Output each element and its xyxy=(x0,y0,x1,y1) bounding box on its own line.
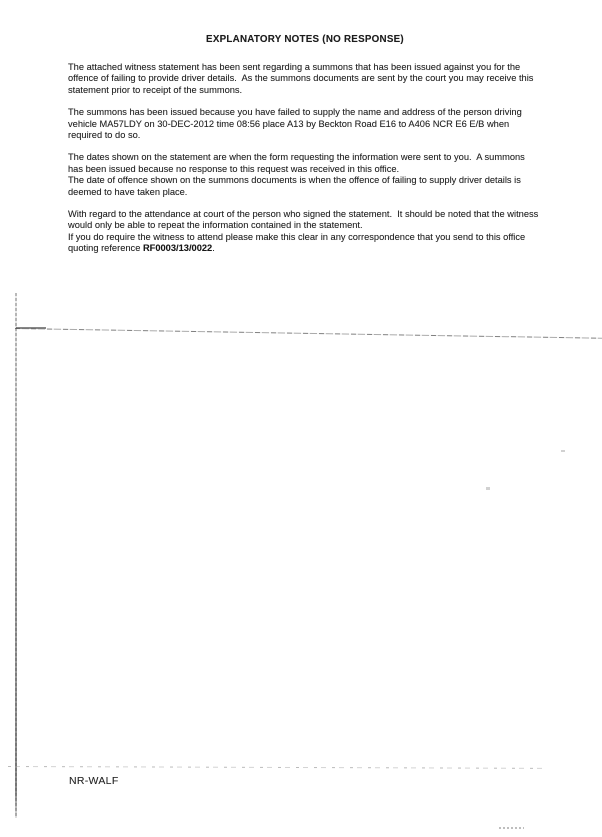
paragraph-statement-dates-line2: The date of offence shown on the summons documents is when the offence of failing to supply driver details is deemed to have taken place. xyxy=(68,175,524,197)
scan-corner-smudge-artifact xyxy=(499,827,524,829)
document-title: EXPLANATORY NOTES (NO RESPONSE) xyxy=(206,34,404,45)
paragraph-summons-reason: The summons has been issued because you have failed to supply the name and address of the person driving vehicle MA57LDY on 30-DEC-2012 time 08:56 place A13 by Beckton Road E16 to A406 NCR E6 E/B when required to do so. xyxy=(68,107,525,141)
scan-speck-artifact xyxy=(561,450,565,452)
paragraph-court-attendance-line2-period: . xyxy=(212,243,215,254)
paragraph-statement-dates xyxy=(68,152,542,198)
paragraph-witness-statement: The attached witness statement has been sent regarding a summons that has been issued against you for the offence of failing to provide driver details. As the summons documents are sent by the court you may receive this statement prior to receipt of the summons. xyxy=(68,62,537,95)
paragraph-statement-dates-line1: The dates shown on the statement are when the form requesting the information were sent to you. A summons has been issued because no response to this request was received in this office. xyxy=(68,152,528,174)
scan-bottom-dotted-line-artifact xyxy=(8,766,543,769)
footer-code: NR-WALF xyxy=(69,775,119,787)
document-body xyxy=(68,34,542,266)
paragraph-court-attendance xyxy=(68,209,542,255)
paragraph-court-attendance-line1: With regard to the attendance at court of the person who signed the statement. It should be noted that the witness would only be able to repeat the information contained in the statement. xyxy=(68,209,541,231)
scan-vertical-streak-artifact xyxy=(15,293,17,818)
paragraph-court-attendance-line2 xyxy=(68,232,542,255)
case-reference: RF0003/13/0022 xyxy=(142,243,213,254)
scan-speck-artifact xyxy=(486,487,490,490)
scan-fold-line-artifact xyxy=(15,328,602,339)
paragraph-court-attendance-line2-text: If you do require the witness to attend please make this clear in any correspondence that you send to this office quoting reference xyxy=(68,231,528,254)
